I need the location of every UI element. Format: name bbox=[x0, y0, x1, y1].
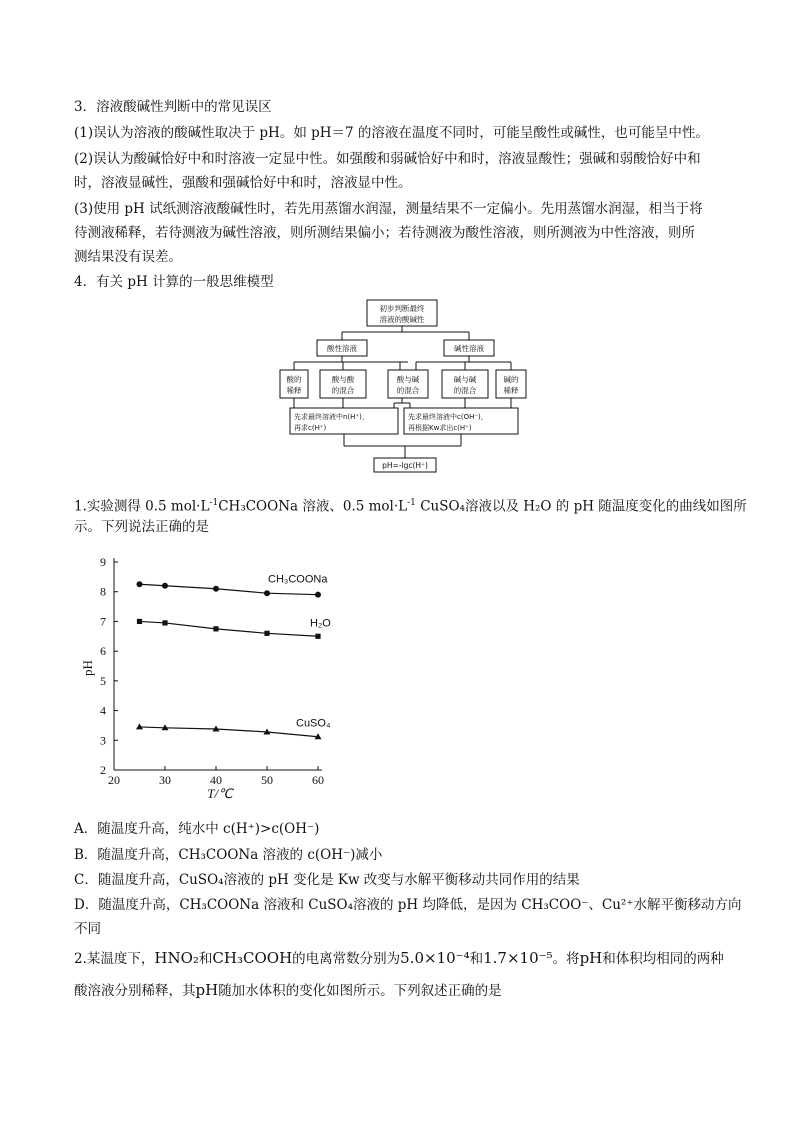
data-point bbox=[162, 620, 167, 625]
flow-bottom: pH=-lgc(H⁺) bbox=[382, 461, 428, 470]
y-tick-label: 6 bbox=[100, 644, 106, 659]
q1-option-d-line2: 不同 bbox=[74, 921, 101, 937]
q1-option-c: C．随温度升高，CuSO₄溶液的 pH 变化是 Kw 改变与水解平衡移动共同作用的结果 bbox=[74, 872, 580, 888]
flow-n5-line2: 稀释 bbox=[503, 386, 519, 395]
data-point bbox=[315, 634, 320, 639]
y-tick-label: 2 bbox=[100, 763, 106, 777]
x-tick-label: 20 bbox=[108, 773, 120, 787]
flow-right-line1: 先求最终溶液中c(OH⁻)， bbox=[408, 413, 488, 421]
q2-line1: 2.某温度下，HNO₂和CH₃COOH的电离常数分别为5.0×10⁻⁴和1.7×10⁻⁵。将pH和体积均相同的两种 bbox=[74, 949, 724, 967]
x-tick-label: 60 bbox=[312, 773, 324, 787]
ph-symbol-2: pH bbox=[195, 981, 219, 999]
flow-n2-line1: 酸与酸 bbox=[331, 375, 355, 384]
section3-p2-line1: (2)误认为酸碱恰好中和时溶液一定显中性。如强酸和弱碱恰好中和时，溶液显酸性；强碱和弱酸恰好中和 bbox=[74, 151, 701, 167]
q1-line2: 示。下列说法正确的是 bbox=[74, 519, 209, 535]
y-tick-label: 9 bbox=[100, 555, 106, 569]
flow-left-line2: 再求c(H⁺) bbox=[294, 424, 327, 432]
flow-n1-line1: 酸的 bbox=[286, 375, 302, 384]
data-point bbox=[264, 590, 270, 596]
x-tick-label: 30 bbox=[159, 773, 171, 787]
flow-n5-line1: 碱的 bbox=[503, 375, 519, 384]
data-point bbox=[137, 619, 142, 624]
y-tick-label: 8 bbox=[100, 584, 106, 599]
q1-option-d-line1: D．随温度升高，CH₃COONa 溶液和 CuSO₄溶液的 pH 均降低，是因为 CH₃COO⁻、Cu²⁺水解平衡移动方向 bbox=[74, 897, 742, 913]
flow-n4-line2: 的混合 bbox=[453, 386, 477, 395]
data-point bbox=[264, 631, 269, 636]
flow-n2-line2: 的混合 bbox=[331, 386, 355, 395]
section3-p3-line3: 测结果没有误差。 bbox=[74, 249, 182, 265]
k2-value: 1.7×10⁻⁵ bbox=[483, 949, 553, 967]
series-label-1: H₂O bbox=[310, 617, 331, 630]
data-point bbox=[213, 626, 218, 631]
q1-line1: 1.实验测得 0.5 $mol\cdot L^{-1}CH_3COONa$ 溶液、0.5 $mol\cdot L^{-1}$ CuSO₄溶液以及 H₂O 的 pH 随温度变化的曲线如图所 bbox=[74, 498, 747, 515]
data-point bbox=[315, 592, 321, 598]
flow-n4-line1: 碱与碱 bbox=[453, 375, 477, 384]
data-point bbox=[137, 581, 143, 587]
y-tick-label: 4 bbox=[100, 703, 106, 718]
flow-acid: 酸性溶液 bbox=[327, 344, 357, 353]
y-tick-label: 7 bbox=[100, 614, 106, 629]
y-axis-label: pH bbox=[80, 660, 95, 676]
ch3cooh-formula: CH₃COOH bbox=[212, 949, 293, 967]
flow-top-line2: 溶液的酸碱性 bbox=[379, 315, 425, 324]
ph-calc-flowchart bbox=[270, 298, 530, 476]
y-tick-label: 5 bbox=[100, 673, 106, 688]
flow-right-line2: 再根据Kw求出c(H⁺) bbox=[408, 424, 472, 432]
flow-left-line1: 先求最终溶液中n(H⁺)， bbox=[294, 413, 369, 421]
q1-option-b: B．随温度升高，CH₃COONa 溶液的 c(OH⁻)减小 bbox=[74, 847, 383, 863]
y-tick-label: 3 bbox=[100, 733, 106, 748]
section3-p2-line2: 时，溶液显碱性，强酸和强碱恰好中和时，溶液显中性。 bbox=[74, 175, 412, 191]
q1-option-a: A．随温度升高，纯水中 c(H⁺)>c(OH⁻) bbox=[74, 821, 320, 837]
ph-symbol-1: pH bbox=[579, 949, 603, 967]
data-point bbox=[162, 583, 168, 589]
flow-n3-line2: 的混合 bbox=[396, 386, 420, 395]
flow-base: 碱性溶液 bbox=[454, 344, 484, 353]
hno2-formula: HNO₂ bbox=[154, 949, 199, 967]
section3-title: 3．溶液酸碱性判断中的常见误区 bbox=[74, 99, 272, 115]
flow-n3-line1: 酸与碱 bbox=[396, 375, 420, 384]
section3-p1: (1)误认为溶液的酸碱性取决于 pH。如 pH＝7 的溶液在温度不同时，可能呈酸性或碱性，也可能呈中性。 bbox=[74, 125, 709, 141]
series-label-0: CH₃COONa bbox=[268, 573, 328, 586]
section4-title: 4．有关 pH 计算的一般思维模型 bbox=[74, 274, 274, 290]
k1-value: 5.0×10⁻⁴ bbox=[400, 949, 470, 967]
ph-temperature-chart bbox=[78, 548, 348, 800]
series-label-2: CuSO₄ bbox=[296, 717, 331, 730]
x-axis-label: T/℃ bbox=[207, 786, 233, 800]
section3-p3-line2: 待测液稀释，若待测液为碱性溶液，则所测结果偏小；若待测液为酸性溶液，则所测液为中性溶液，则所 bbox=[74, 225, 695, 241]
data-point bbox=[213, 586, 219, 592]
x-tick-label: 40 bbox=[210, 773, 222, 787]
flow-n1-line2: 稀释 bbox=[286, 386, 302, 395]
flow-top-line1: 初步判断最终 bbox=[379, 304, 425, 313]
x-tick-label: 50 bbox=[261, 773, 273, 787]
section3-p3-line1: (3)使用 pH 试纸测溶液酸碱性时，若先用蒸馏水润湿，测量结果不一定偏小。先用蒸馏水润湿，相当于将 bbox=[74, 201, 703, 217]
q2-line2: 酸溶液分别稀释，其pH随加水体积的变化如图所示。下列叙述正确的是 bbox=[74, 981, 502, 999]
